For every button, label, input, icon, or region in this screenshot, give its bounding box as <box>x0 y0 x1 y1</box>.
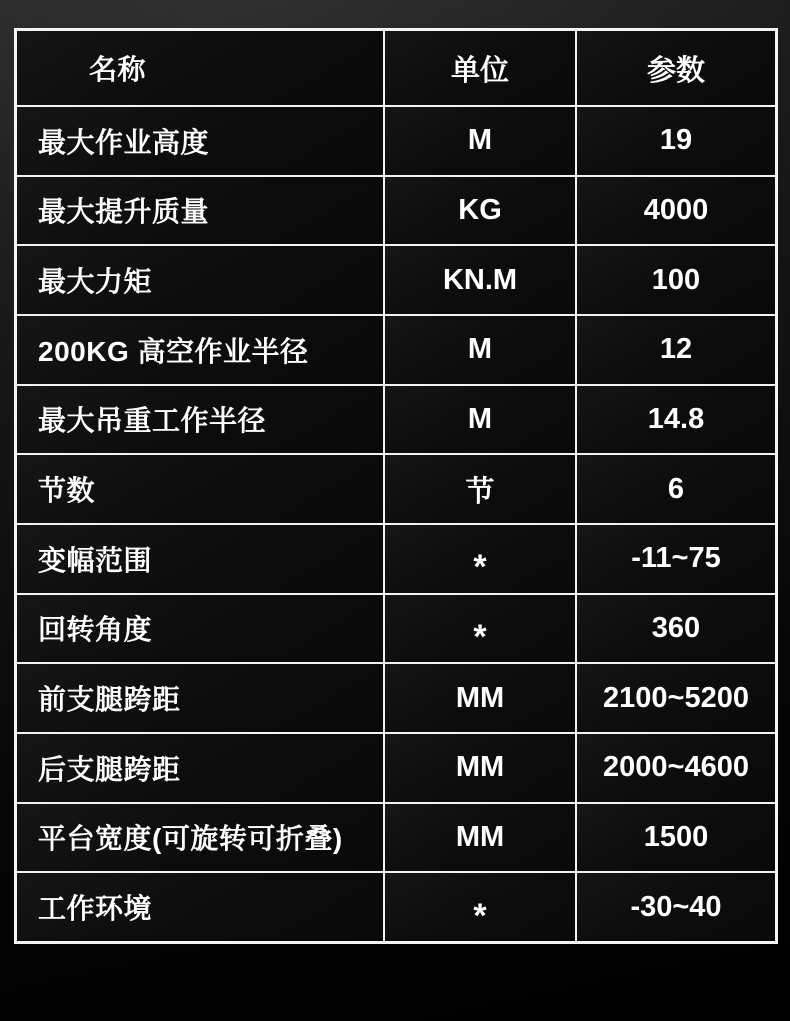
cell-value: -11~75 <box>577 525 775 593</box>
cell-unit: KG <box>385 177 575 245</box>
cell-value: 6 <box>577 455 775 523</box>
cell-name: 最大提升质量 <box>17 177 383 245</box>
cell-name: 工作环境 <box>17 873 383 941</box>
cell-unit: * <box>385 873 575 941</box>
header-value: 参数 <box>577 31 775 105</box>
cell-unit: MM <box>385 804 575 872</box>
cell-name: 平台宽度(可旋转可折叠) <box>17 804 383 872</box>
cell-unit: M <box>385 316 575 384</box>
cell-value: 19 <box>577 107 775 175</box>
cell-unit: M <box>385 107 575 175</box>
cell-name: 200KG 高空作业半径 <box>17 316 383 384</box>
cell-value: 360 <box>577 595 775 663</box>
header-name: 名称 <box>17 31 383 105</box>
cell-value: 100 <box>577 246 775 314</box>
cell-unit: MM <box>385 664 575 732</box>
cell-unit: * <box>385 525 575 593</box>
cell-name: 前支腿跨距 <box>17 664 383 732</box>
header-unit: 单位 <box>385 31 575 105</box>
cell-name: 最大力矩 <box>17 246 383 314</box>
cell-unit: M <box>385 386 575 454</box>
spec-table <box>14 28 778 944</box>
cell-name: 后支腿跨距 <box>17 734 383 802</box>
cell-value: 2000~4600 <box>577 734 775 802</box>
cell-name: 最大吊重工作半径 <box>17 386 383 454</box>
cell-unit: KN.M <box>385 246 575 314</box>
cell-unit: * <box>385 595 575 663</box>
cell-value: 4000 <box>577 177 775 245</box>
cell-name: 节数 <box>17 455 383 523</box>
cell-name: 回转角度 <box>17 595 383 663</box>
cell-value: 2100~5200 <box>577 664 775 732</box>
cell-value: -30~40 <box>577 873 775 941</box>
cell-name: 变幅范围 <box>17 525 383 593</box>
cell-unit: 节 <box>385 455 575 523</box>
cell-value: 14.8 <box>577 386 775 454</box>
cell-unit: MM <box>385 734 575 802</box>
cell-name: 最大作业高度 <box>17 107 383 175</box>
cell-value: 12 <box>577 316 775 384</box>
cell-value: 1500 <box>577 804 775 872</box>
